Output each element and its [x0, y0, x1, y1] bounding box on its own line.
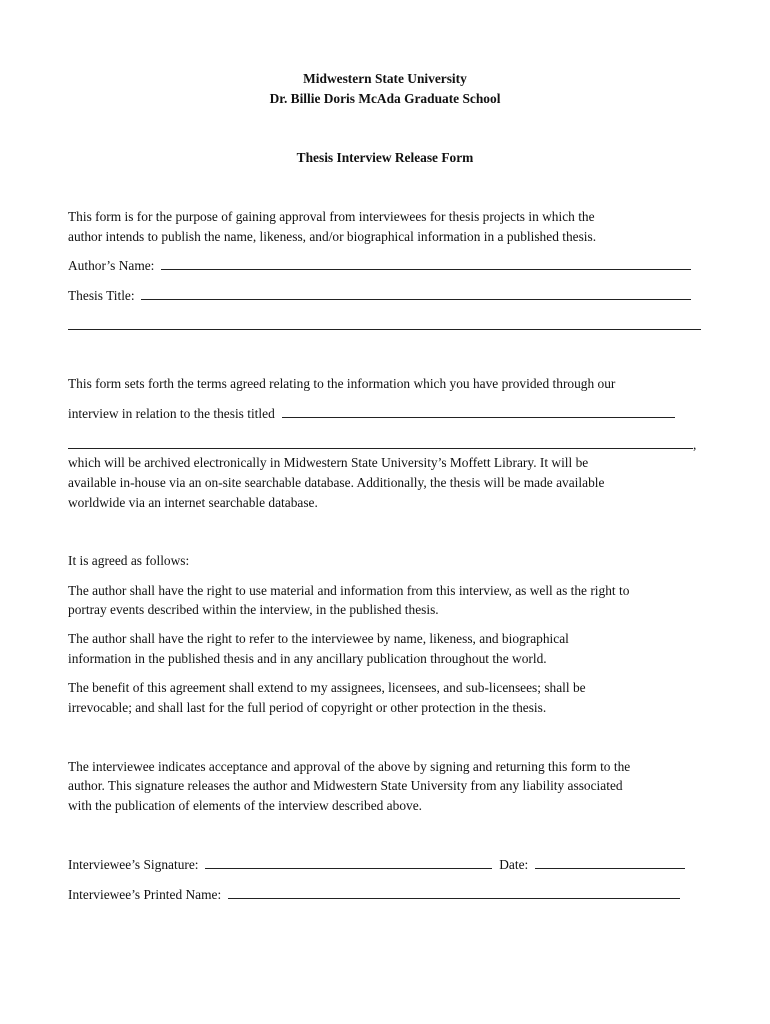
- agreement-intro: It is agreed as follows:: [68, 553, 190, 568]
- acceptance-line-2: author. This signature releases the author and Midwestern State University from any liability associated: [68, 778, 623, 793]
- comma: ,: [693, 437, 697, 452]
- agreement-p2-line-2: information in the published thesis and in any ancillary publication throughout the world.: [68, 651, 547, 666]
- intro-line-2: author intends to publish the name, likeness, and/or biographical information in a published thesis.: [68, 229, 597, 244]
- printed-name-label: Interviewee’s Printed Name:: [68, 887, 222, 902]
- thesis-title-label: Thesis Title:: [68, 288, 135, 303]
- thesis-titled-field[interactable]: [282, 405, 675, 418]
- graduate-school-name: Dr. Billie Doris McAda Graduate School: [269, 91, 501, 106]
- agreement-p1-line-2: portray events described within the interview, in the published thesis.: [68, 602, 439, 617]
- thesis-title-field-continued[interactable]: [68, 329, 701, 330]
- author-name-field[interactable]: [161, 257, 691, 270]
- intro-line-1: This form is for the purpose of gaining approval from interviewees for thesis projects in which the: [68, 209, 595, 224]
- author-name-label: Author’s Name:: [68, 258, 155, 273]
- thesis-titled-field-continued[interactable]: [68, 448, 693, 449]
- date-label: Date:: [499, 857, 529, 872]
- agreement-p3-line-2: irrevocable; and shall last for the full period of copyright or other protection in the thesis.: [68, 700, 547, 715]
- agreement-p2-line-1: The author shall have the right to refer to the interviewee by name, likeness, and biographical: [68, 631, 569, 646]
- thesis-title-field[interactable]: [141, 287, 691, 300]
- terms-line-2: interview in relation to the thesis titled: [68, 406, 275, 421]
- author-name-row: [68, 257, 691, 275]
- thesis-title-row: [68, 287, 691, 305]
- signature-label: Interviewee’s Signature:: [68, 857, 199, 872]
- terms-line-5: worldwide via an internet searchable database.: [68, 495, 318, 510]
- terms-line-4: available in-house via an on-site searchable database. Additionally, the thesis will be made available: [68, 475, 605, 490]
- acceptance-line-1: The interviewee indicates acceptance and approval of the above by signing and returning this form to the: [68, 759, 631, 774]
- agreement-p3-line-1: The benefit of this agreement shall extend to my assignees, licensees, and sub-licensees; shall be: [68, 680, 586, 695]
- thesis-titled-row: [68, 405, 675, 423]
- acceptance-line-3: with the publication of elements of the interview described above.: [68, 798, 422, 813]
- agreement-p1-line-1: The author shall have the right to use material and information from this interview, as well as the right to: [68, 583, 630, 598]
- signature-field[interactable]: [205, 856, 492, 869]
- terms-line-3: which will be archived electronically in Midwestern State University’s Moffett Library. It will be: [68, 455, 589, 470]
- printed-name-row: [68, 886, 680, 904]
- form-title: Thesis Interview Release Form: [296, 150, 474, 165]
- date-field[interactable]: [535, 856, 685, 869]
- university-name: Midwestern State University: [303, 71, 467, 86]
- terms-line-1: This form sets forth the terms agreed relating to the information which you have provided through our: [68, 376, 616, 391]
- printed-name-field[interactable]: [228, 886, 680, 899]
- signature-row: [68, 856, 685, 874]
